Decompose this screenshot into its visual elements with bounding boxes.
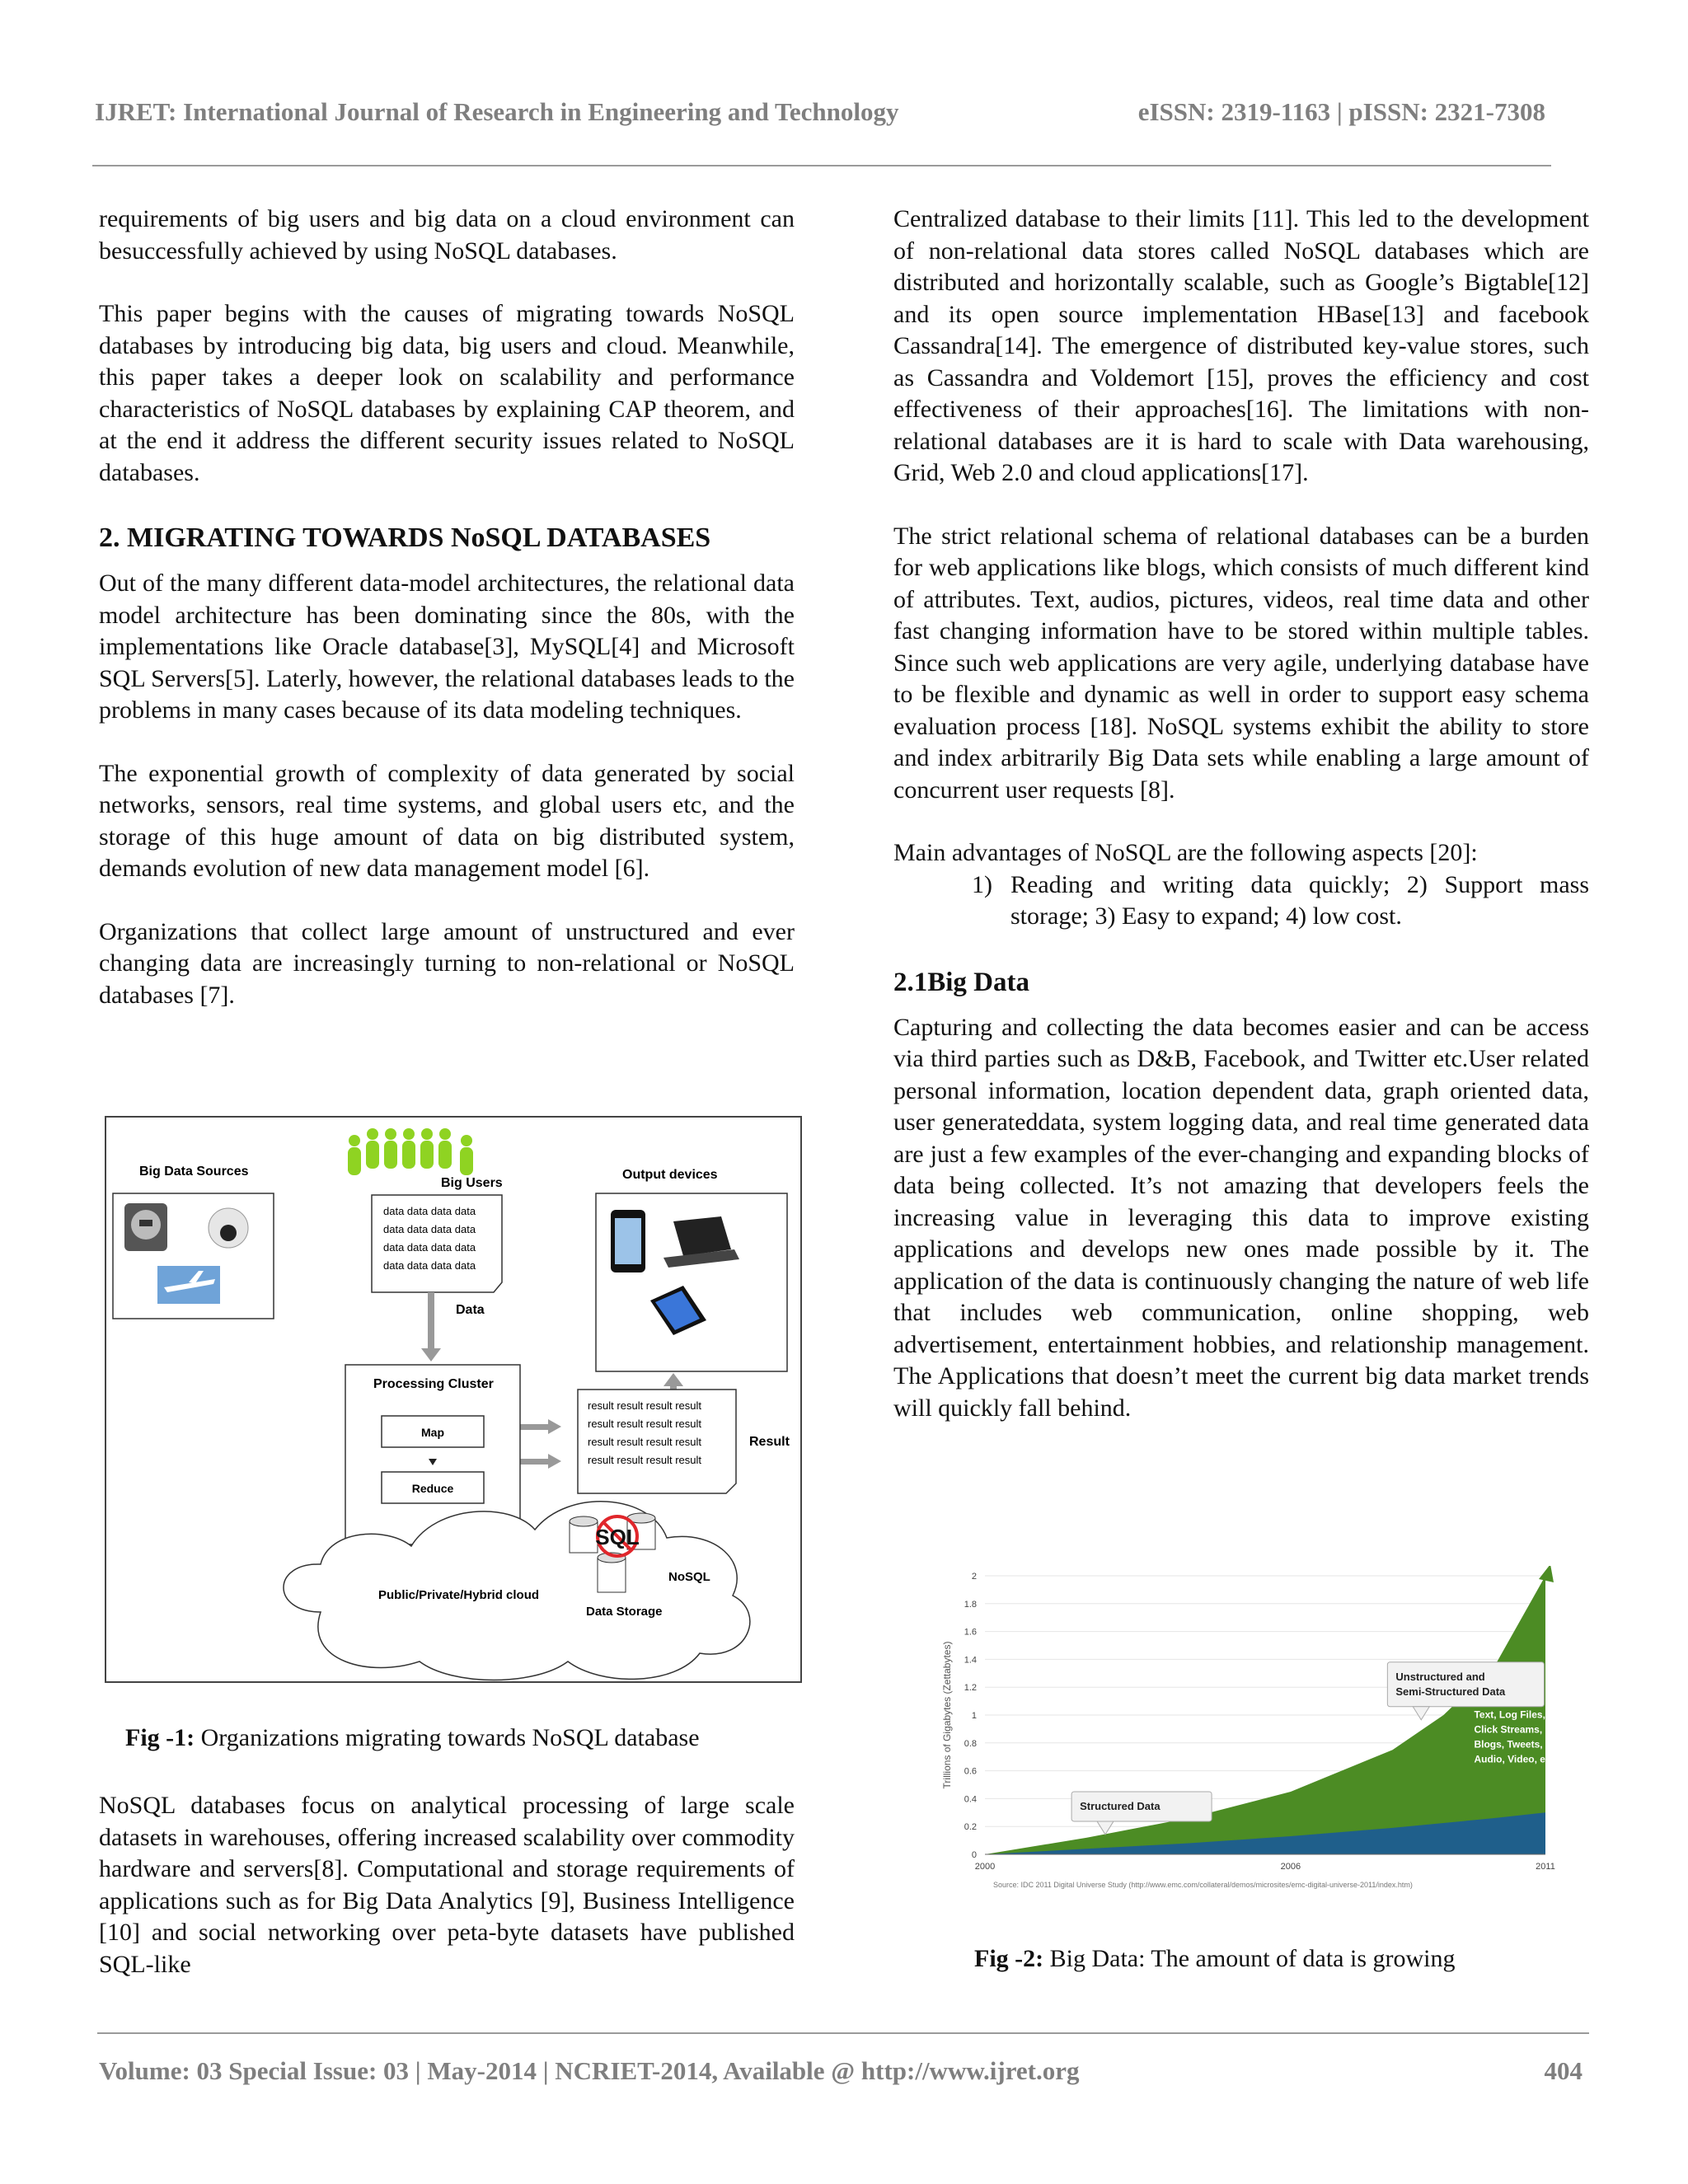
caption-label: Fig -1: [125,1724,195,1751]
paragraph: Centralized database to their limits [11]. This led to the development of non-relational data stores called NoSQL databases which are distributed and horizontally scalable, such as Google’s Bigtable[12] and its open source implementation HBase[13] and facebook Cassandra[14]. The emergence of distributed key-value stores, such as Cassandra and Voldemort [15], proves the efficiency and cost effectiveness of their approaches[16]. The limitations with non-relational databases are it is hard to scale with Data warehousing, Grid, Web 2.0 and cloud applications[17]. [893,205,1589,486]
users-icon [348,1128,473,1175]
y-axis-label: Trillions of Gigabytes (Zettabytes) [941,1641,953,1789]
running-header [95,97,1545,127]
data-line: data data data data [383,1241,476,1254]
paragraph: The strict relational schema of relational databases can be a burden for web applications like blogs, which consists of much different kind of attributes. Text, audios, pictures, videos, real time data and other fast changing information have to be stored within multiple tables. Since such web applications are very agile, underlying database have to be flexible and dynamic as well in order to support easy schema evaluation process [18]. NoSQL systems exhibit the ability to store and index arbitrarily Big Data sets while enabling a large amount of concurrent user requests [8]. [893,522,1589,804]
processing-cluster-label: Processing Cluster [373,1377,494,1391]
left-column-continued [99,1790,795,1980]
paragraph: Out of the many different data-model architectures, the relational data model architecture has been dominating since the 80s, with the implementations like Oracle database[3], MySQL[4] and Microsoft SQL Servers[5]. Laterly, however, the relational databases leads to the problems in many cases because of its data modeling techniques. [99,569,795,724]
result-line: result result result result [588,1399,701,1412]
result-line: result result result result [588,1454,701,1466]
figure-1-diagram [105,1116,802,1683]
smart-meter-icon [124,1203,167,1251]
caption-text: Organizations migrating towards NoSQL database [195,1724,700,1751]
unstructured-callout-text: Unstructured and [1395,1670,1485,1683]
journal-name: IJRET: International Journal of Research in Engineering and Technology [95,97,899,126]
paragraph: NoSQL databases focus on analytical processing of large scale datasets in warehouses, offering increased scalability over commodity hardware and servers[8]. Computational and storage requirements of applications such as for Big Data Analytics [9], Business Intelligence [10] and social networking over peta-byte datasets have published SQL-like [99,1792,795,1978]
data-types-text: Blogs, Tweets, [1474,1738,1543,1750]
paragraph: Main advantages of NoSQL are the following aspects [20]: [893,839,1478,866]
header-rule [92,165,1551,166]
paragraph: This paper begins with the causes of migrating towards NoSQL databases by introducing big data, big users and cloud. Meanwhile, this paper takes a deeper look on scalability and performance characteristics of NoSQL databases by explaining CAP theorem, and at the end it address the different security issues related to NoSQL databases. [99,300,795,486]
issn: eISSN: 2319-1163 | pISSN: 2321-7308 [1137,97,1545,126]
big-users-label: Big Users [441,1176,503,1190]
paragraph: Organizations that collect large amount of unstructured and ever changing data are increasingly turning to non-relational or NoSQL databases [7]. [99,917,795,1009]
right-column [893,204,1589,1455]
chart-canvas [935,1566,1562,1912]
callout-pointer [1413,1707,1429,1720]
data-storage-label: Data Storage [586,1605,663,1619]
database-icon [570,1516,598,1553]
data-label: Data [456,1303,485,1317]
data-line: data data data data [383,1259,476,1272]
section-heading: 2. MIGRATING TOWARDS NoSQL DATABASES [99,523,711,553]
figure-2-caption [974,1945,1456,1973]
unstructured-callout-text: Semi-Structured Data [1395,1685,1506,1698]
result-label: Result [749,1435,790,1449]
y-tick-label: 1.4 [964,1655,977,1666]
diagram-canvas [106,1118,800,1681]
smartphone-icon [611,1210,645,1272]
list-item [893,869,1589,933]
arrow-cluster-to-result [517,1419,561,1469]
list-number: 1) [972,870,992,898]
airplane-icon [157,1266,220,1304]
y-tick-label: 0.6 [964,1766,977,1777]
y-tick-label: 1.2 [964,1683,977,1694]
paragraph: The exponential growth of complexity of data generated by social networks, sensors, real time systems, and global users etc, and the storage of this huge amount of data on big distributed system, demands evolution of new data management model [6]. [99,759,795,882]
result-line: result result result result [588,1418,701,1430]
result-line: result result result result [588,1436,701,1448]
figure-2-chart [935,1566,1562,1912]
left-column [99,204,795,1043]
output-devices-label: Output devices [622,1168,718,1182]
list-text: Reading and writing data quickly; 2) Support mass storage; 3) Easy to expand; 4) low cost. [1010,870,1589,930]
x-tick-label: 2006 [1280,1862,1301,1872]
page-number: 404 [1544,2056,1582,2085]
data-types-text: Text, Log Files, [1474,1708,1545,1721]
advantages-list [893,869,1589,933]
y-tick-label: 1.8 [964,1599,977,1610]
data-line: data data data data [383,1223,476,1235]
source-note: Source: IDC 2011 Digital Universe Study (http://www.emc.com/collateral/demos/microsites/emc-digital-universe-2011/index.htm) [993,1881,1413,1889]
y-tick-label: 0.8 [964,1738,977,1749]
camera-icon [209,1208,248,1248]
figure-1-caption [125,1724,700,1752]
paragraph: requirements of big users and big data on a cloud environment can besuccessfully achieved by using NoSQL databases. [99,205,795,265]
x-tick-label: 2011 [1536,1862,1555,1872]
callout-pointer [1097,1821,1114,1835]
big-data-sources-label: Big Data Sources [139,1165,249,1179]
data-types-text: Audio, Video, etc. [1474,1753,1557,1765]
unstructured-callout-box [1387,1662,1544,1707]
caption-text: Big Data: The amount of data is growing [1043,1945,1456,1972]
tablet-icon [650,1286,706,1335]
data-types-text: Click Streams, [1474,1723,1543,1736]
arrow-data-to-cluster [421,1292,441,1361]
reduce-label: Reduce [411,1482,454,1495]
data-line: data data data data [383,1205,476,1217]
nosql-label: NoSQL [668,1570,710,1584]
y-tick-label: 0 [971,1850,977,1860]
y-tick-label: 0.2 [964,1822,977,1833]
subsection-heading: 2.1Big Data [893,967,1029,997]
database-icon [598,1553,626,1592]
sql-text: SQL [595,1525,640,1549]
caption-label: Fig -2: [974,1945,1044,1972]
y-tick-label: 0.4 [964,1794,977,1805]
growth-arrowhead [1539,1566,1554,1582]
x-tick-label: 2000 [974,1862,996,1872]
structured-callout-text: Structured Data [1080,1799,1160,1812]
y-tick-label: 1.6 [964,1627,977,1638]
map-label: Map [421,1426,444,1439]
running-footer [99,2056,1582,2086]
footer-volume: Volume: 03 Special Issue: 03 | May-2014 | NCRIET-2014, Available @ http://www.ijret.org [99,2056,1080,2085]
laptop-icon [663,1216,739,1268]
cloud-label: Public/Private/Hybrid cloud [378,1588,540,1602]
footer-rule [97,2032,1589,2034]
y-tick-label: 1 [971,1711,977,1721]
y-tick-label: 2 [971,1572,977,1582]
paragraph: Capturing and collecting the data becomes easier and can be access via third parties such as D&B, Facebook, and Twitter etc.User related personal information, location dependent data, graph oriented data, user generateddata, system logging data, and real time generated data are just a few examples of the ever-changing and expanding blocks of data being collected. It’s not amazing that developers feels the increasing value in leveraging this data to improve existing applications and develops new ones made possible by it. The application of the data is continuously changing the nature of web life that includes web communication, online shopping, web advertisement, entertainment hobbies, and relationship management. The Applications that doesn’t meet the current big data market trends will quickly fall behind. [893,1013,1589,1422]
